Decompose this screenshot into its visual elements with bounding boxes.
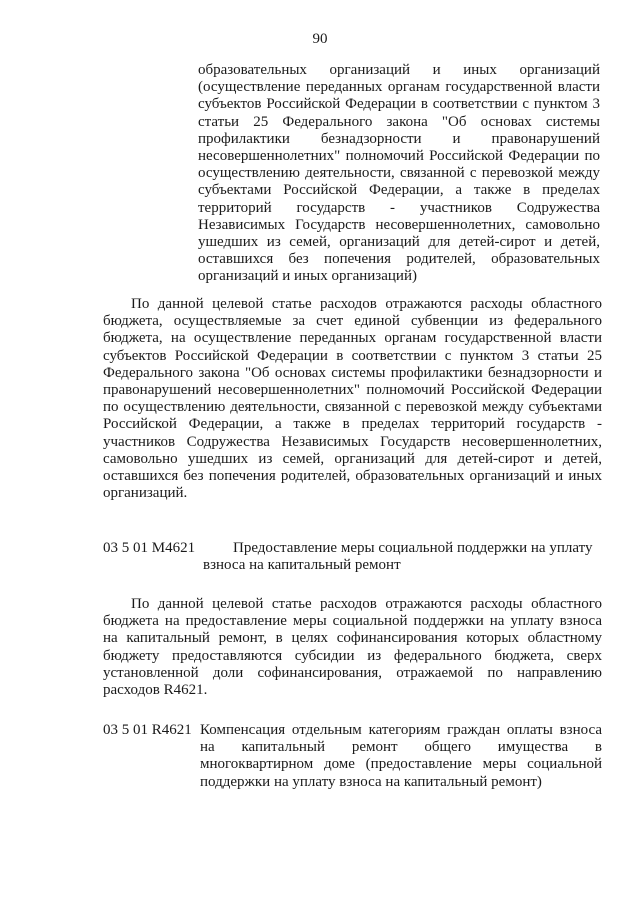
continued-item-title: образовательных организаций и иных организаций (осуществление переданных органам государственной власти субъектов Российской Федерации в соответствии с пунктом 3 статьи 25 Федерального закона "Об основах системы профилактики безнадзорности и правонарушений несовершеннолетних" полномочий Российской Федерации по осуществлению деятельности, связанной с перевозкой между субъектами Российской Федерации, а также в пределах территорий государств - участников Содружества Независимых Государств несовершеннолетних, самовольно ушедших из семей, организаций для детей-сирот и детей, оставшихся без попечения родителей, образовательных организаций и иных организаций)	[198, 62, 600, 285]
entry-code: 03 5 01 M4621	[103, 540, 196, 556]
entry-title	[203, 540, 602, 574]
entry-code: 03 5 01 R4621	[103, 722, 192, 738]
entry-title: Компенсация отдельным категориям граждан оплаты взноса на капитальный ремонт общего имущества в многоквартирном доме (предоставление меры социальной поддержки на уплату взноса на капитальный ремонт)	[200, 722, 602, 790]
entry-title-line-1: Предоставление меры социальной поддержки на уплату	[233, 540, 593, 556]
entry-title-line-2: взноса на капитальный ремонт	[203, 557, 401, 574]
paragraph-description-1: По данной целевой статье расходов отражаются расходы областного бюджета, осуществляемые за счет единой субвенции из федерального бюджета, на осуществление переданных органам государственной власти субъектов Российской Федерации в соответствии с пунктом 3 статьи 25 Федерального закона "Об основах системы профилактики безнадзорности и правонарушений несовершеннолетних" полномочий Российской Федерации по осуществлению деятельности, связанной с перевозкой между субъектами Российской Федерации, а также в пределах территорий государств - участников Содружества Независимых Государств несовершеннолетних, самовольно ушедших из семей, организаций для детей-сирот и детей, оставшихся без попечения родителей, образовательных организаций и иных организаций.	[103, 296, 602, 502]
paragraph-description-2: По данной целевой статье расходов отражаются расходы областного бюджета на предоставление меры социальной поддержки на уплату взноса на капитальный ремонт, в целях софинансирования которых областному бюджету предоставляются субсидии из федерального бюджета, сверх установленной доли софинансирования, отражаемой по направлению расходов R4621.	[103, 596, 602, 699]
page-number: 90	[312, 31, 328, 47]
